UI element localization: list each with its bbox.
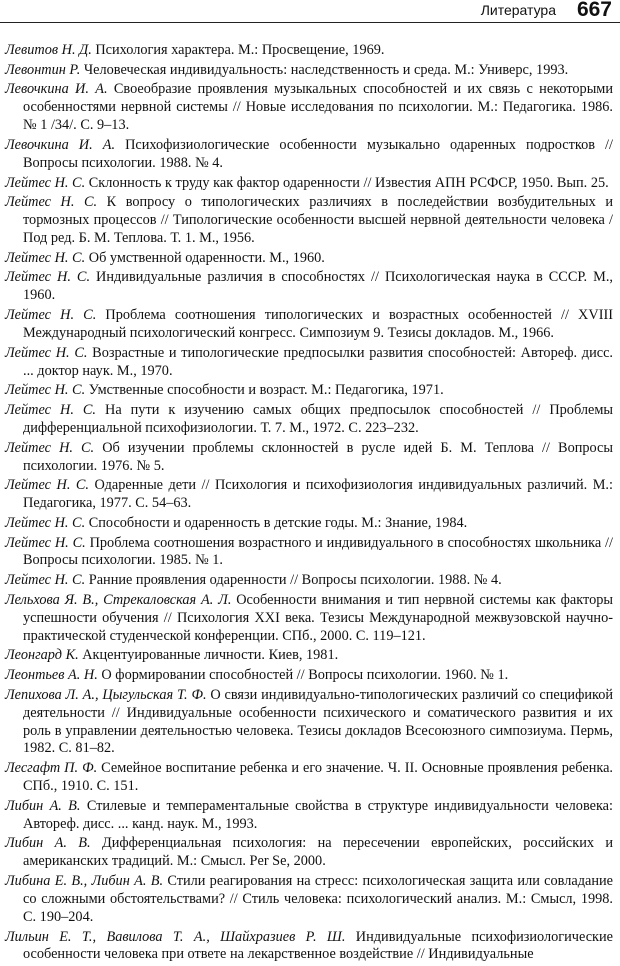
entry-author: Левитов Н. Д.: [5, 42, 92, 58]
entry-author: Либин А. В.: [5, 835, 91, 852]
bibliography-entry: [5, 647, 613, 665]
entry-text: Умственные способности и возраст. М.: Педагогика, 1971.: [88, 382, 444, 399]
entry-author: Либин А. В.: [5, 797, 81, 814]
header-divider: [0, 22, 620, 23]
entry-author: Лильин Е. Т., Вавилова Т. А., Шайхразиев Р. Ш.: [5, 928, 346, 945]
entry-author: Либина Е. В., Либин А. В.: [5, 873, 164, 889]
bibliography-entry: [5, 81, 613, 135]
entry-text: Стилевые и темпераментальные свойства в структуре индивидуальности человека: Автореф. дисс. ... канд. наук. М., 1993.: [23, 797, 613, 832]
bibliography-entry: [5, 835, 613, 871]
bibliography-list: [5, 42, 613, 966]
entry-author: Левочкина И. А.: [5, 81, 108, 98]
bibliography-entry: [5, 269, 613, 305]
bibliography-entry: [5, 345, 613, 381]
entry-text: Своеобразие проявления музыкальных способностей и их связь с некоторыми особенностями нервной системы // Новые исследования по психологии. М.: Педагогика. 1986. № 1 /34/. С. 9–13.: [23, 81, 614, 134]
bibliography-entry: [5, 62, 613, 80]
entry-text: Индивидуальные психофизиологические особенности человека при ответе на лекарственное воздействие // Индивидуальные: [23, 928, 613, 963]
entry-author: Лейтес Н. С.: [5, 477, 90, 494]
entry-text: Семейное воспитание ребенка и его значение. Ч. II. Основные проявления ребенка. СПб., 1910. С. 151.: [23, 760, 614, 795]
bibliography-entry: [5, 477, 613, 513]
entry-author: Лейтес Н. С.: [5, 269, 91, 286]
bibliography-entry: [5, 382, 613, 400]
entry-author: Лепихова Л. А., Цыгульская Т. Ф.: [5, 686, 207, 703]
entry-text: Проблема соотношения возрастного и индивидуального в способностях школьника // Вопросы психологии. 1985. № 1.: [23, 534, 613, 569]
entry-author: Лейтес Н. С.: [5, 307, 97, 324]
entry-author: Лесгафт П. Ф.: [5, 760, 98, 777]
bibliography-entry: [5, 194, 613, 248]
entry-text: О связи индивидуально-типологических различий со спецификой деятельности // Индивидуальные особенности психического и соматического развития и их роль в управлении деятельностью человека. Тезисы докладов Всесоюзного симпозиума. Пермь, 1982. С. 81–82.: [23, 686, 613, 757]
entry-text: Психофизиологические особенности музыкально одаренных подростков // Вопросы психологии. 1988. № 4.: [23, 136, 614, 171]
entry-text: К вопросу о типологических различиях в последействии возбудительных и тормозных процессов // Типологические особенности высшей нервной деятельности человека / Под ред. Б. М. Теплова. Т. 1. М., 1956.: [23, 194, 613, 247]
bibliography-entry: [5, 572, 613, 590]
bibliography-entry: [5, 798, 613, 834]
page-number: 667: [576, 0, 612, 21]
entry-author: Лейтес Н. С.: [5, 514, 86, 531]
entry-text: О формировании способностей // Вопросы психологии. 1960. № 1.: [101, 667, 509, 684]
entry-author: Лейтес Н. С.: [5, 534, 86, 551]
bibliography-entry: [5, 402, 613, 438]
bibliography-entry: [5, 515, 613, 533]
entry-text: Об умственной одаренности. М., 1960.: [88, 249, 325, 266]
entry-text: Психология характера. М.: Просвещение, 1969.: [95, 42, 385, 58]
bibliography-entry: [5, 137, 613, 173]
entry-text: Акцентуированные личности. Киев, 1981.: [82, 647, 339, 664]
entry-text: Индивидуальные различия в способностях // Психологическая наука в СССР. М., 1960.: [23, 269, 613, 304]
entry-author: Левонтин Р.: [5, 61, 81, 78]
entry-author: Лейтес Н. С.: [5, 249, 86, 266]
entry-author: Лейтес Н. С.: [5, 572, 86, 589]
bibliography-entry: [5, 592, 613, 646]
entry-author: Лейтес Н. С.: [5, 439, 95, 456]
bibliography-entry: [5, 687, 613, 759]
entry-author: Левочкина И. А.: [5, 136, 116, 153]
bibliography-entry: [5, 250, 613, 268]
page-header: [0, 0, 620, 22]
entry-author: Лейтес Н. С.: [5, 174, 86, 191]
entry-text: Дифференциальная психология: на пересечении европейских, российских и американских традиций. М.: Смысл. Per Se, 2000.: [23, 835, 614, 870]
entry-text: Одаренные дети // Психология и психофизиология индивидуальных различий. М.: Педагогика, 1977. С. 54–63.: [23, 477, 613, 512]
bibliography-entry: [5, 175, 613, 193]
entry-author: Леонгард К.: [5, 647, 79, 664]
entry-author: Лейтес Н. С.: [5, 194, 98, 211]
entry-text: Способности и одаренность в детские годы. М.: Знание, 1984.: [88, 514, 468, 531]
bibliography-entry: [5, 760, 613, 796]
entry-text: На пути к изучению самых общих предпосылок способностей // Проблемы дифференциальной психофизиологии. Т. 7. М., 1972. С. 223–232.: [23, 401, 613, 436]
entry-text: Человеческая индивидуальность: наследственность и среда. М.: Универс, 1993.: [83, 61, 569, 78]
bibliography-entry: [5, 667, 613, 685]
entry-text: Стили реагирования на стресс: психологическая защита или совладание со сложными обстоятельствами? // Стиль человека: психологический анализ. М.: Смысл, 1998. С. 190–204.: [23, 873, 613, 925]
entry-text: Ранние проявления одаренности // Вопросы психологии. 1988. № 4.: [88, 572, 502, 589]
bibliography-entry: [5, 929, 613, 965]
entry-text: Проблема соотношения типологических и возрастных особенностей // XVIII Международный психологический конгресс. Симпозиум 9. Тезисы докладов. М., 1966.: [23, 307, 613, 341]
bibliography-entry: [5, 535, 613, 571]
bibliography-entry: [5, 440, 613, 476]
entry-author: Лейтес Н. С.: [5, 382, 86, 399]
entry-author: Лейтес Н. С.: [5, 401, 96, 418]
entry-author: Леонтьев А. Н.: [5, 667, 98, 684]
entry-text: Склонность к труду как фактор одаренности // Известия АПН РСФСР, 1950. Вып. 25.: [88, 174, 609, 191]
entry-author: Лейтес Н. С.: [5, 344, 88, 361]
bibliography-entry: [5, 873, 613, 927]
bibliography-entry: [5, 307, 613, 343]
bibliography-entry: [5, 42, 613, 60]
entry-text: Об изучении проблемы склонностей в русле идей Б. М. Теплова // Вопросы психологии. 1976. № 5.: [23, 439, 613, 474]
entry-text: Возрастные и типологические предпосылки развития способностей: Автореф. дисс. ... доктор наук. М., 1970.: [23, 344, 613, 379]
entry-author: Лельхова Я. В., Стрекаловская А. Л.: [5, 591, 232, 608]
entry-text: Особенности внимания и тип нервной системы как факторы успешности обучения // Психология XXI века. Тезисы Международной межвузовской научно-практической студенческой конференции. СПб., 2000. С. 119–121.: [23, 591, 613, 644]
running-title: Литература: [480, 2, 556, 18]
